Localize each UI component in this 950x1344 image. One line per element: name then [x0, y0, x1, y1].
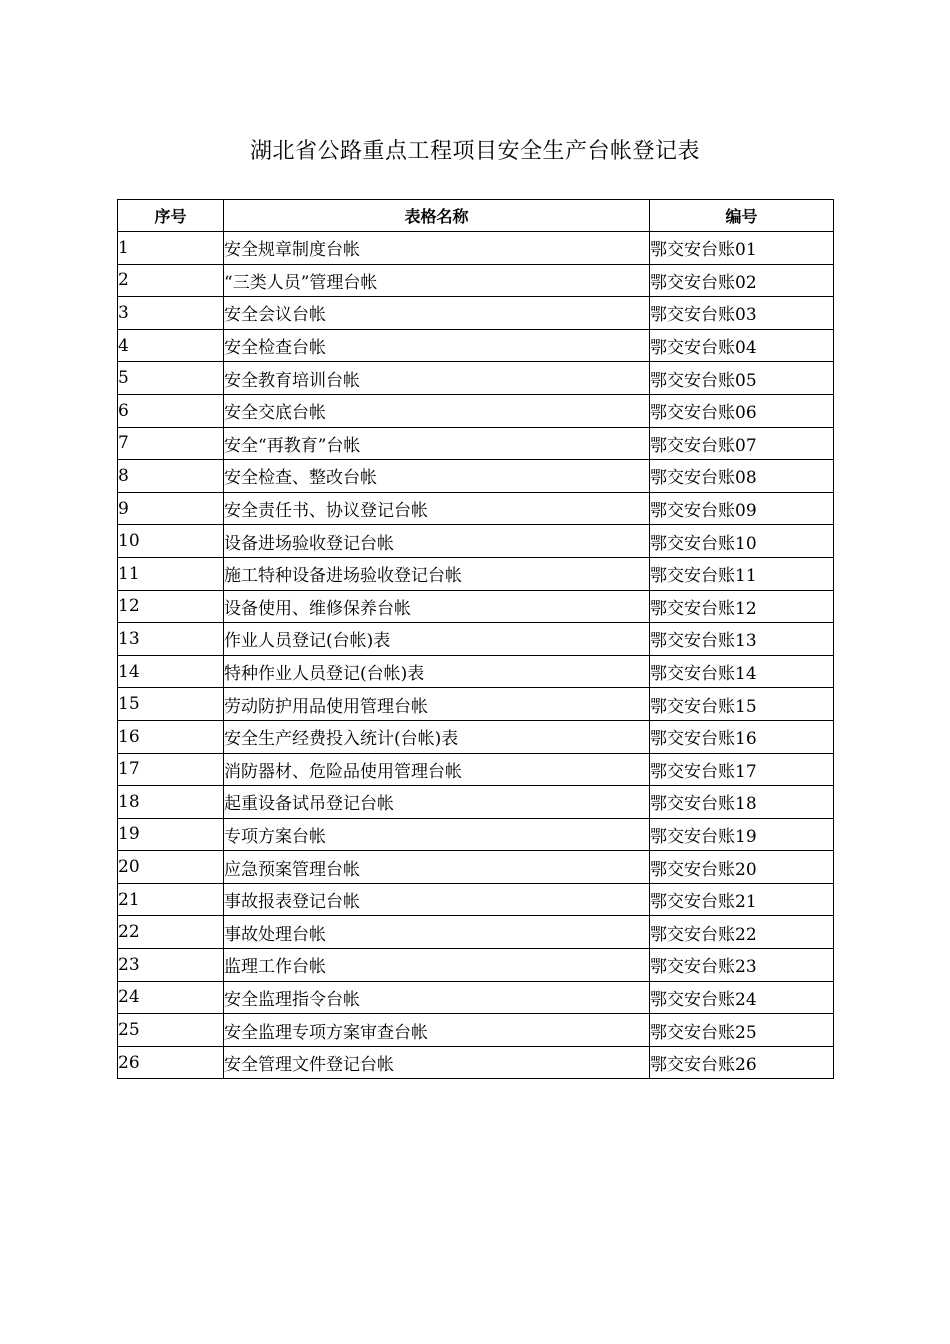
row-form-code: 鄂交安台账03: [650, 297, 834, 330]
table-row: [118, 394, 834, 427]
row-serial-number: 8: [118, 460, 224, 493]
row-form-name: 事故报表登记台帐: [224, 883, 650, 916]
table-row: [118, 655, 834, 688]
row-form-code: 鄂交安台账08: [650, 460, 834, 493]
row-form-code: 鄂交安台账04: [650, 329, 834, 362]
row-serial-number: 5: [118, 362, 224, 395]
table-row: [118, 753, 834, 786]
header-serial-number: 序号: [118, 200, 224, 232]
row-form-code: 鄂交安台账09: [650, 492, 834, 525]
row-form-name: 安全监理指令台帐: [224, 981, 650, 1014]
row-serial-number: 18: [118, 786, 224, 819]
row-form-code: 鄂交安台账24: [650, 981, 834, 1014]
table-header-row: [118, 200, 834, 232]
row-serial-number: 21: [118, 883, 224, 916]
row-serial-number: 23: [118, 949, 224, 982]
row-serial-number: 22: [118, 916, 224, 949]
row-form-name: 设备进场验收登记台帐: [224, 525, 650, 558]
row-form-name: 应急预案管理台帐: [224, 851, 650, 884]
row-form-code: 鄂交安台账18: [650, 786, 834, 819]
table-row: [118, 232, 834, 265]
row-form-code: 鄂交安台账12: [650, 590, 834, 623]
row-form-code: 鄂交安台账14: [650, 655, 834, 688]
row-form-name: 专项方案台帐: [224, 818, 650, 851]
row-form-name: 作业人员登记(台帐)表: [224, 623, 650, 656]
table-row: [118, 949, 834, 982]
header-form-name: 表格名称: [224, 200, 650, 232]
row-form-code: 鄂交安台账13: [650, 623, 834, 656]
row-serial-number: 13: [118, 623, 224, 656]
row-serial-number: 25: [118, 1014, 224, 1047]
row-form-name: 安全监理专项方案审查台帐: [224, 1014, 650, 1047]
row-form-code: 鄂交安台账01: [650, 232, 834, 265]
row-serial-number: 20: [118, 851, 224, 884]
table-row: [118, 1046, 834, 1079]
row-form-code: 鄂交安台账26: [650, 1046, 834, 1079]
row-form-name: 安全会议台帐: [224, 297, 650, 330]
row-serial-number: 26: [118, 1046, 224, 1079]
row-form-name: 安全“再教育”台帐: [224, 427, 650, 460]
row-serial-number: 15: [118, 688, 224, 721]
row-serial-number: 16: [118, 720, 224, 753]
table-row: [118, 851, 834, 884]
ledger-table: [117, 199, 834, 1079]
header-form-code: 编号: [650, 200, 834, 232]
table-row: [118, 297, 834, 330]
row-form-name: 安全生产经费投入统计(台帐)表: [224, 720, 650, 753]
table-row: [118, 720, 834, 753]
row-form-code: 鄂交安台账06: [650, 394, 834, 427]
row-serial-number: 1: [118, 232, 224, 265]
row-form-code: 鄂交安台账15: [650, 688, 834, 721]
row-form-name: 安全交底台帐: [224, 394, 650, 427]
table-row: [118, 1014, 834, 1047]
row-form-code: 鄂交安台账16: [650, 720, 834, 753]
table-row: [118, 883, 834, 916]
table-row: [118, 362, 834, 395]
table-row: [118, 557, 834, 590]
row-form-name: 安全检查、整改台帐: [224, 460, 650, 493]
row-form-name: 消防器材、危险品使用管理台帐: [224, 753, 650, 786]
table-row: [118, 818, 834, 851]
table-row: [118, 264, 834, 297]
row-form-code: 鄂交安台账11: [650, 557, 834, 590]
row-serial-number: 3: [118, 297, 224, 330]
table-row: [118, 981, 834, 1014]
row-form-name: 监理工作台帐: [224, 949, 650, 982]
table-row: [118, 786, 834, 819]
row-form-code: 鄂交安台账10: [650, 525, 834, 558]
row-form-name: 起重设备试吊登记台帐: [224, 786, 650, 819]
row-form-code: 鄂交安台账25: [650, 1014, 834, 1047]
page-title: 湖北省公路重点工程项目安全生产台帐登记表: [249, 139, 700, 164]
table-row: [118, 460, 834, 493]
table-row: [118, 427, 834, 460]
table-row: [118, 329, 834, 362]
row-form-name: 施工特种设备进场验收登记台帐: [224, 557, 650, 590]
row-serial-number: 17: [118, 753, 224, 786]
row-form-code: 鄂交安台账23: [650, 949, 834, 982]
row-serial-number: 7: [118, 427, 224, 460]
row-form-name: 特种作业人员登记(台帐)表: [224, 655, 650, 688]
table-row: [118, 590, 834, 623]
row-serial-number: 19: [118, 818, 224, 851]
row-form-code: 鄂交安台账17: [650, 753, 834, 786]
row-form-name: 安全责任书、协议登记台帐: [224, 492, 650, 525]
row-form-name: 安全管理文件登记台帐: [224, 1046, 650, 1079]
table-row: [118, 525, 834, 558]
row-form-name: 事故处理台帐: [224, 916, 650, 949]
row-serial-number: 14: [118, 655, 224, 688]
row-form-name: “三类人员”管理台帐: [224, 264, 650, 297]
row-form-code: 鄂交安台账05: [650, 362, 834, 395]
row-form-code: 鄂交安台账20: [650, 851, 834, 884]
row-serial-number: 10: [118, 525, 224, 558]
row-serial-number: 4: [118, 329, 224, 362]
row-serial-number: 12: [118, 590, 224, 623]
row-form-code: 鄂交安台账22: [650, 916, 834, 949]
table-row: [118, 688, 834, 721]
row-serial-number: 9: [118, 492, 224, 525]
table-row: [118, 492, 834, 525]
row-form-name: 安全教育培训台帐: [224, 362, 650, 395]
row-form-name: 设备使用、维修保养台帐: [224, 590, 650, 623]
row-form-code: 鄂交安台账02: [650, 264, 834, 297]
row-form-code: 鄂交安台账19: [650, 818, 834, 851]
row-form-code: 鄂交安台账07: [650, 427, 834, 460]
row-serial-number: 2: [118, 264, 224, 297]
row-form-name: 劳动防护用品使用管理台帐: [224, 688, 650, 721]
table-row: [118, 623, 834, 656]
table-row: [118, 916, 834, 949]
table-body: [118, 232, 834, 1079]
row-serial-number: 11: [118, 557, 224, 590]
row-serial-number: 6: [118, 394, 224, 427]
row-form-name: 安全检查台帐: [224, 329, 650, 362]
row-form-code: 鄂交安台账21: [650, 883, 834, 916]
row-serial-number: 24: [118, 981, 224, 1014]
row-form-name: 安全规章制度台帐: [224, 232, 650, 265]
